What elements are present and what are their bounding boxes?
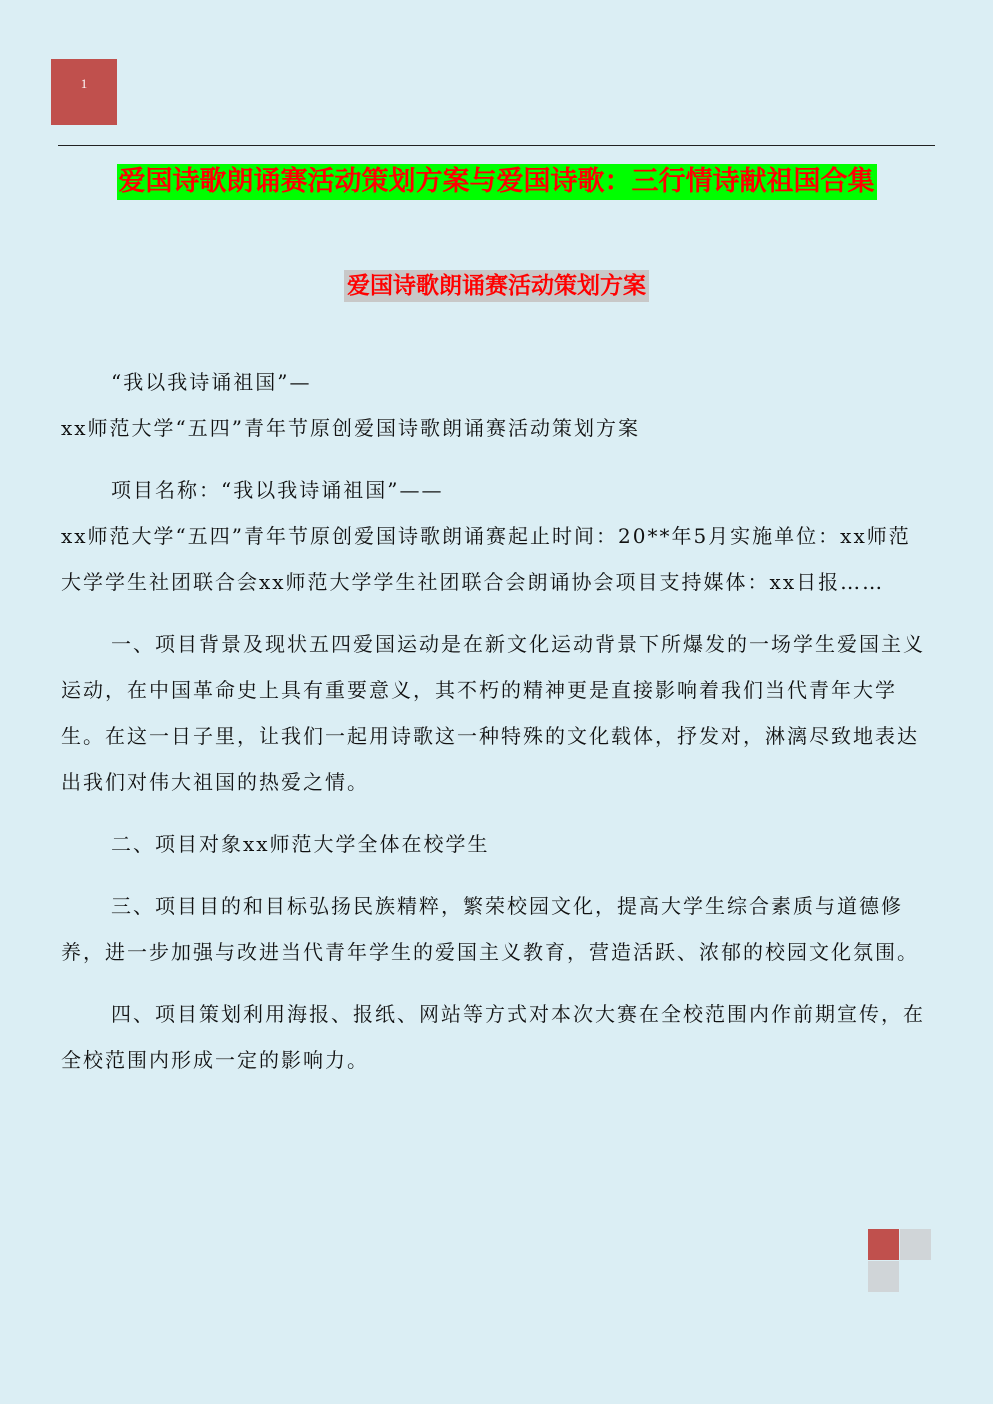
section-planning-paragraph: 四、项目策划利用海报、报纸、网站等方式对本次大赛在全校范围内作前期宣传，在全校范围内形成一定的影响力。 xyxy=(61,1002,925,1072)
title-container xyxy=(0,164,993,200)
theme-line-1: “我以我诗诵祖国”— xyxy=(111,370,312,394)
section-goal-paragraph: 三、项目目的和目标弘扬民族精粹，繁荣校园文化，提高大学生综合素质与道德修养，进一步加强与改进当代青年学生的爱国主义教育，营造活跃、浓郁的校园文化氛围。 xyxy=(61,894,919,964)
page-number-badge: 1 xyxy=(51,59,117,125)
theme-line-2: xx师范大学“五四”青年节原创爱国诗歌朗诵赛活动策划方案 xyxy=(61,416,641,440)
project-name-line: 项目名称：“我以我诗诵祖国”—— xyxy=(111,478,444,502)
section-heading: 爱国诗歌朗诵赛活动策划方案 xyxy=(344,270,649,302)
decorative-square-gray-right xyxy=(900,1229,931,1260)
decorative-square-red xyxy=(868,1229,899,1260)
subtitle-container xyxy=(0,270,993,302)
document-title: 爱国诗歌朗诵赛活动策划方案与爱国诗歌：三行情诗献祖国合集 xyxy=(117,164,877,200)
project-details-paragraph: xx师范大学“五四”青年节原创爱国诗歌朗诵赛起止时间：20**年5月实施单位：xx师范大学学生社团联合会xx师范大学学生社团联合会朗诵协会项目支持媒体：xx日报…… xyxy=(61,524,911,594)
header-rule xyxy=(58,145,935,146)
section-background-paragraph: 一、项目背景及现状五四爱国运动是在新文化运动背景下所爆发的一场学生爱国主义运动，在中国革命史上具有重要意义，其不朽的精神更是直接影响着我们当代青年大学生。在这一日子里，让我们一起用诗歌这一种特殊的文化载体，抒发对，淋漓尽致地表达出我们对伟大祖国的热爱之情。 xyxy=(61,632,925,794)
document-body xyxy=(61,359,927,1083)
decorative-square-gray-bottom xyxy=(868,1261,899,1292)
section-target-paragraph: 二、项目对象xx师范大学全体在校学生 xyxy=(111,832,490,856)
